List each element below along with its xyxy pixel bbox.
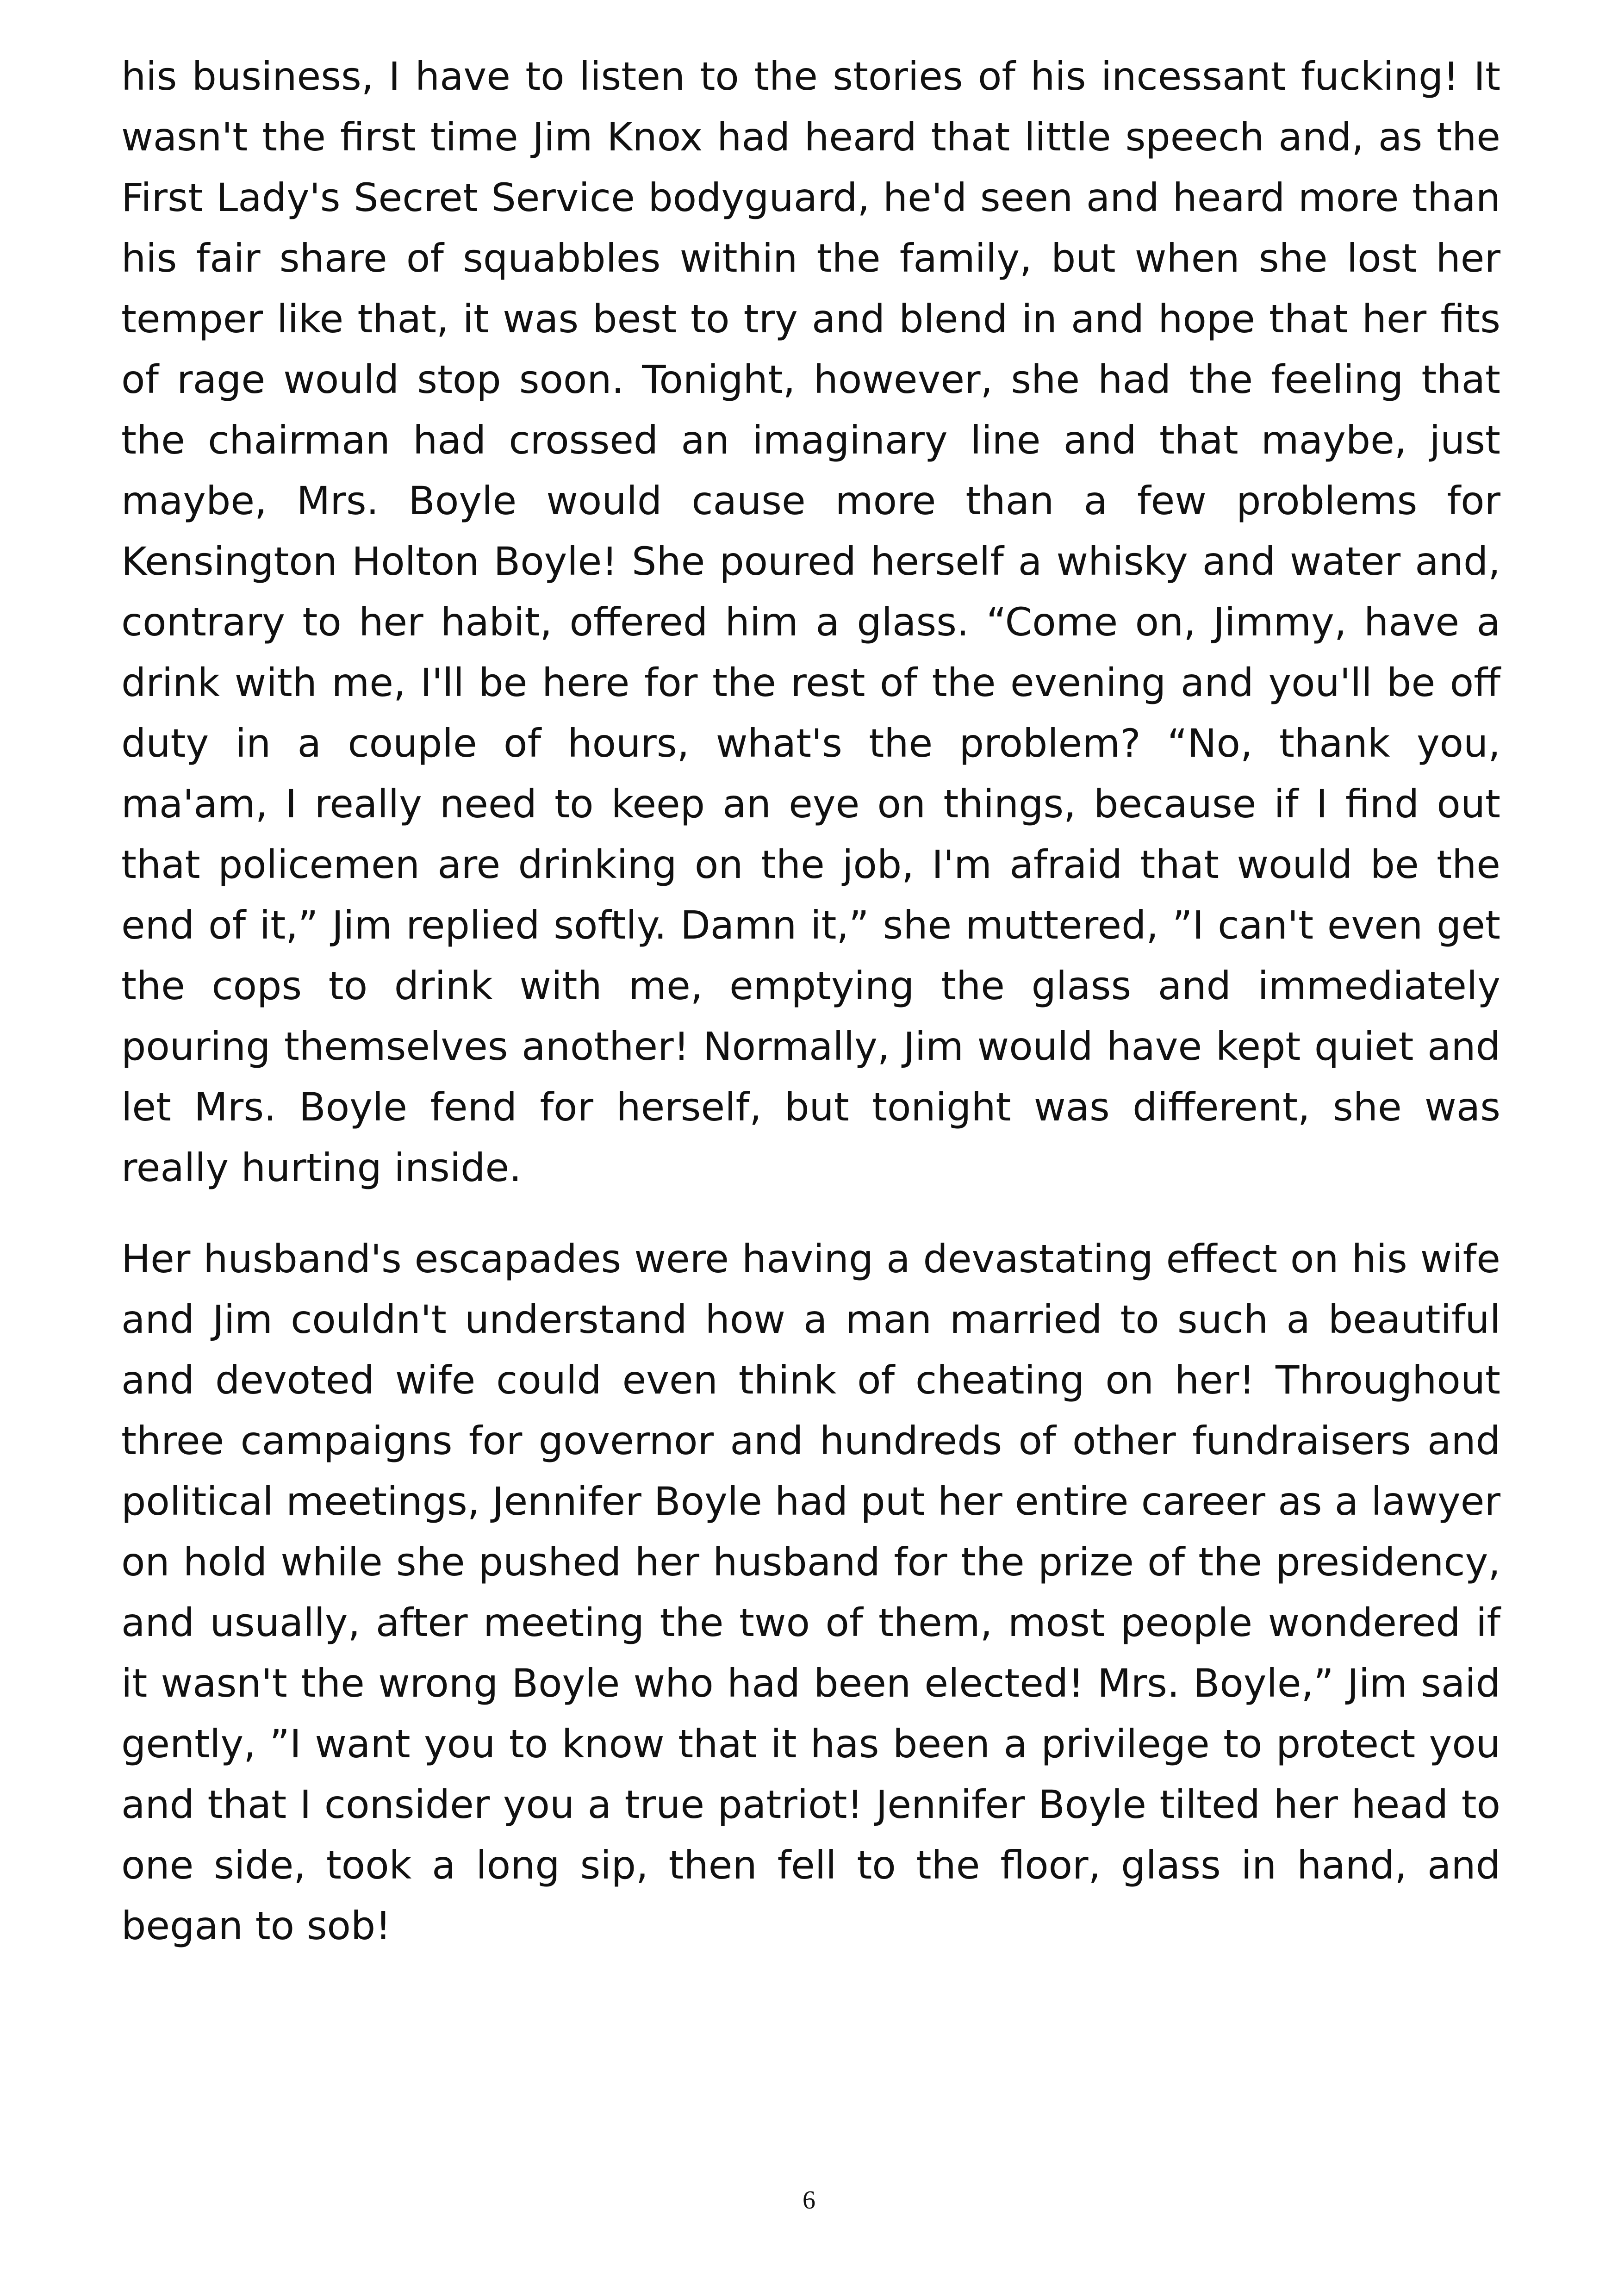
- page-number: 6: [803, 2186, 815, 2215]
- paragraph-1: his business, I have to listen to the stories of his incessant fucking! It wasn't the first time Jim Knox had heard that little speech and, as the First Lady's Secret Service bodyguard, he'd seen and heard more than his fair share of squabbles within the family, but when she lost her temper like that, it was best to try and blend in and hope that her fits of rage would stop soon. Tonight, however, she had the feeling that the chairman had crossed an imaginary line and that maybe, just maybe, Mrs. Boyle would cause more than a few problems for Kensington Holton Boyle! She poured herself a whisky and water and, contrary to her habit, offered him a glass. “Come on, Jimmy, have a drink with me, I'll be here for the rest of the evening and you'll be off duty in a couple of hours, what's the problem? “No, thank you, ma'am, I really need to keep an eye on things, because if I find out that policemen are drinking on the job, I'm afraid that would be the end of it,” Jim replied softly. Damn it,” she muttered, ”I can't even get the cops to drink with me, emptying the glass and immediately pouring themselves another! Normally, Jim would have kept quiet and let Mrs. Boyle fend for herself, but tonight was different, she was really hurting inside.: [121, 54, 1500, 1190]
- body-text: [121, 46, 1500, 1956]
- paragraph-2: Her husband's escapades were having a devastating effect on his wife and Jim couldn't understand how a man married to such a beautiful and devoted wife could even think of cheating on her! Throughout three campaigns for governor and hundreds of other fundraisers and political meetings, Jennifer Boyle had put her entire career as a lawyer on hold while she pushed her husband for the prize of the presidency, and usually, after meeting the two of them, most people wondered if it wasn't the wrong Boyle who had been elected! Mrs. Boyle,” Jim said gently, ”I want you to know that it has been a privilege to protect you and that I consider you a true patriot! Jennifer Boyle tilted her head to one side, took a long sip, then fell to the floor, glass in hand, and began to sob!: [121, 1236, 1500, 1948]
